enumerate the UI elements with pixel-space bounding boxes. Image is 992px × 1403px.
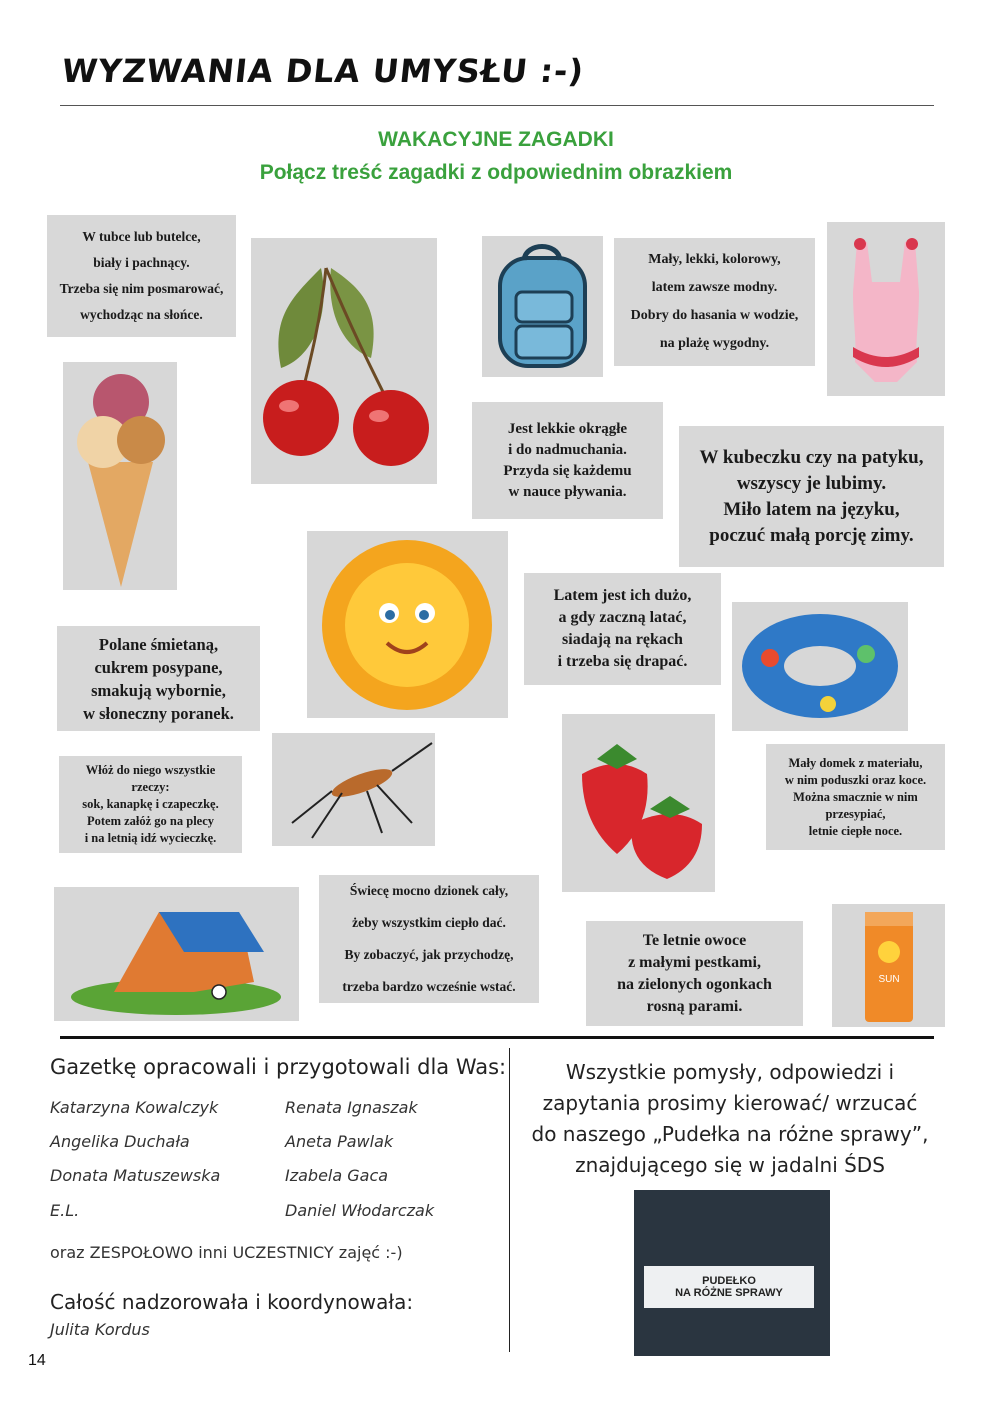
cherries-picture — [251, 238, 437, 484]
backpack-icon — [482, 236, 603, 377]
cherries-icon — [251, 238, 437, 484]
header-divider — [60, 105, 934, 106]
riddle-card-mosquito: Latem jest ich dużo, a gdy zaczną latać, siadają na rękach i trzeba się drapać. — [524, 573, 721, 685]
box-label-line1: PUDEŁKO — [702, 1275, 756, 1287]
swim-ring-picture — [732, 602, 908, 731]
tent-picture — [54, 887, 299, 1021]
riddle-card-swimsuit: Mały, lekki, kolorowy, latem zawsze modny. Dobry do hasania w wodzie, na plażę wygodny. — [614, 238, 815, 366]
smiling-sun-icon — [307, 531, 508, 718]
ice-cream-cone-icon — [63, 362, 177, 590]
contact-note: Wszystkie pomysły, odpowiedzi i zapytania prosimy kierować/ wrzucać do naszego „Pudełka na różne sprawy”, znajdującego się w jadalni ŚDS — [531, 1060, 929, 1177]
sun-picture — [307, 531, 508, 718]
author-name: E.L. — [50, 1201, 80, 1220]
riddle-card-sunscreen: W tubce lub butelce, biały i pachnący. Trzeba się nim posmarować, wychodząc na słońce. — [47, 215, 236, 337]
ice-cream-picture — [63, 362, 177, 590]
author-name: Donata Matuszewska — [50, 1166, 221, 1185]
riddle-card-sun: Świecę mocno dzionek cały, żeby wszystkim ciepło dać. By zobaczyć, jak przychodzę, trzeba bardzo wcześnie wstać. — [319, 875, 539, 1003]
team-line: oraz ZESPOŁOWO inni UCZESTNICY zajęć :-) — [50, 1243, 403, 1262]
riddle-card-swim-ring: Jest lekkie okrągłe i do nadmuchania. Przyda się każdemu w nauce pływania. — [472, 402, 663, 519]
supervisor-name: Julita Kordus — [50, 1320, 150, 1339]
swimsuit-icon — [827, 222, 945, 396]
author-name: Renata Ignaszak — [285, 1098, 418, 1117]
author-name: Aneta Pawlak — [285, 1132, 394, 1151]
footer-divider — [60, 1036, 934, 1039]
riddle-card-tent: Mały domek z materiału, w nim poduszki oraz koce. Można smacznie w nim przesypiać, letnie ciepłe noce. — [766, 744, 945, 850]
section-title: WAKACYJNE ZAGADKI — [378, 128, 614, 151]
sunscreen-tube-icon — [832, 904, 945, 1027]
sunscreen-picture — [832, 904, 945, 1027]
riddle-card-backpack: Włóż do niego wszystkie rzeczy: sok, kanapkę i czapeczkę. Potem załóż go na plecy i na letnią idź wycieczkę. — [59, 756, 242, 853]
riddle-card-ice-cream: W kubeczku czy na patyku, wszyscy je lubimy. Miło latem na języku, poczuć małą porcję zimy. — [679, 426, 944, 567]
box-label — [644, 1266, 814, 1308]
page-number: 14 — [28, 1352, 46, 1369]
author-name: Daniel Włodarczak — [285, 1201, 435, 1220]
author-name: Izabela Gaca — [285, 1166, 389, 1185]
riddle-card-strawberries: Polane śmietaną, cukrem posypane, smakują wybornie, w słoneczny poranek. — [57, 626, 260, 731]
author-name: Katarzyna Kowalczyk — [50, 1098, 219, 1117]
svg-text:SUN: SUN — [878, 974, 900, 985]
box-label-line2: NA RÓŻNE SPRAWY — [675, 1287, 783, 1299]
tent-icon — [54, 887, 299, 1021]
section-subtitle: Połącz treść zagadki z odpowiednim obrazkiem — [259, 161, 733, 184]
mosquito-icon — [272, 733, 435, 846]
swim-ring-icon — [732, 602, 908, 731]
author-name: Angelika Duchała — [50, 1132, 190, 1151]
swimsuit-picture — [827, 222, 945, 396]
backpack-picture — [482, 236, 603, 377]
strawberries-picture — [562, 714, 715, 892]
mosquito-picture — [272, 733, 435, 846]
page-title: WYZWANIA DLA UMYSŁU :-) — [60, 52, 587, 90]
suggestion-box-photo — [634, 1190, 830, 1356]
credits-heading: Gazetkę opracowali i przygotowali dla Was: — [50, 1055, 507, 1079]
footer-column-divider — [509, 1048, 510, 1352]
riddle-card-cherries: Te letnie owoce z małymi pestkami, na zielonych ogonkach rosną parami. — [586, 921, 803, 1026]
supervisor-heading: Całość nadzorowała i koordynowała: — [50, 1290, 414, 1314]
strawberries-icon — [562, 714, 715, 892]
